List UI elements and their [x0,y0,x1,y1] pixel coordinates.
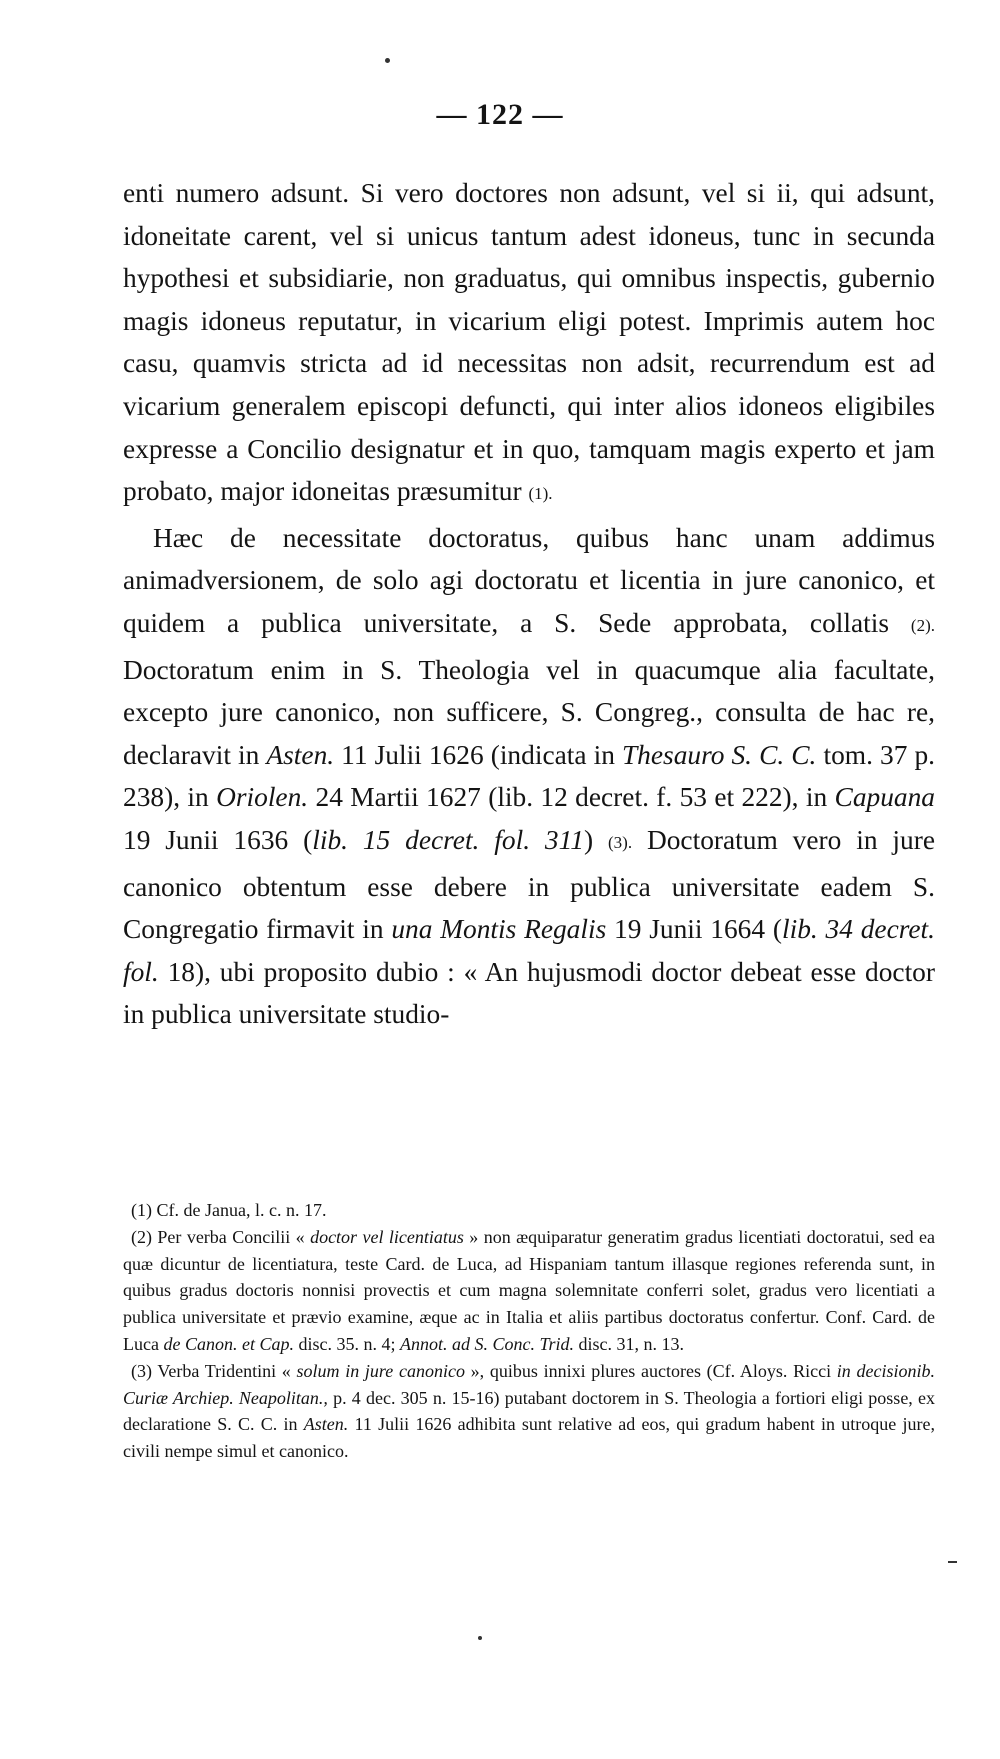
text-run: 19 Junii 1636 ( [123,824,313,855]
paragraph-1-text: enti numero adsunt. Si vero doctores non adsunt, vel si ii, qui adsunt, idoneitate carent, vel si unicus tantum adest idoneus, tunc in secunda hypothesi et subsidiarie, non graduatus, qui omnibus inspectis, gubernio magis idoneus reputatur, in vicarium eligi potest. Imprimis autem hoc casu, quamvis stricta ad id necessitas non adsit, recurrendum est ad vicarium generalem episcopi defuncti, qui inter alios idoneos eligibiles expresse a Concilio designatur et in quo, tamquam magis experto et jam probato, major idoneitas præsumitur [123,178,935,507]
text-run: 19 Junii 1664 ( [606,914,782,945]
citation-asten: Asten. [266,739,335,770]
citation-annot: Annot. ad S. Conc. Trid. [399,1333,574,1354]
citation-capuana: Capuana [834,782,935,813]
text-run: Doctoratum vero in jure canonico obtentum esse debere in publica universitate eadem S. Congregatio firmavit in [123,824,935,945]
margin-mark [948,1561,957,1563]
text-run: tom. 37 p. 238), in [123,739,935,813]
footnote-ref-2: (2). [910,615,935,635]
citation-de-canon: de Canon. et Cap. [163,1333,294,1354]
text-run: (3) Verba Tridentini « [131,1360,297,1381]
citation-lib34: lib. 34 decret. fol. [123,914,935,987]
footnote-1: (1) Cf. de Janua, l. c. n. 17. [131,1200,327,1220]
footnotes [123,1197,935,1465]
main-text [123,172,935,1036]
citation-lib15: lib. 15 decret. fol. 311 [312,824,584,855]
text-run: disc. 35. n. 4; [293,1333,400,1354]
text-run: », quibus innixi plures auctores (Cf. Aloys. Ricci [464,1360,837,1381]
text-run: (2) Per verba Concilii « [131,1226,311,1247]
citation-oriolen: Oriolen. [216,782,309,813]
citation-montis-regalis: una Montis Regalis [391,914,607,945]
text-run: 18), ubi proposito dubio : « An hujusmodi doctor debeat esse doctor in publica universitate studio- [123,956,935,1030]
citation-thesauro: Thesauro S. C. C. [621,739,817,770]
text-run: 11 Julii 1626 adhibita sunt relative ad eos, qui gradum habent in utroque jure, civili nempe simul et canonico. [123,1414,935,1462]
footnote-3 [123,1358,935,1465]
paragraph-2 [123,517,935,1036]
paragraph-1 [123,172,935,517]
text-run: p. 4 dec. 305 n. 15-16) putabant doctorem in S. Theologia a fortiori eligi posse, ex declaratione S. C. C. in [123,1387,935,1435]
ink-speck [385,58,390,63]
text-run: 24 Martii 1627 (lib. 12 decret. f. 53 et 222), in [308,782,835,813]
footnote-ref-1: (1). [528,484,553,504]
citation-asten-footnote: Asten. [303,1414,349,1435]
text-run: ) [583,824,608,855]
text-run: disc. 31, n. 13. [574,1333,684,1354]
quote-doctor-vel-licentiatus: doctor vel licentiatus [310,1226,464,1247]
citation-ricci: in decisionib. Curiæ Archiep. Neapolitan., [123,1360,935,1408]
text-run: » non æquiparatur generatim gradus licentiati doctoratui, sed ea quæ dicuntur de licentiatura, teste Card. de Luca, ad Hispaniam tantum illasque regiones referenda sunt, in quibus gradus doctoris nonnisi provectis et cum magna solemnitate conferri solet, gradus vero licentiati a publica universitate et prævio examine, æque ac in Italia et aliis partibus doctoratus confertur. Conf. Card. de Luca [123,1226,935,1354]
text-run: Hæc de necessitate doctoratus, quibus hanc unam addimus animadversionem, de solo agi doctoratu et licentia in jure canonico, et quidem a publica universitate, a S. Sede approbata, collatis [123,522,935,638]
page-number: — 122 — [436,98,564,131]
text-run: 11 Julii 1626 (indicata in [334,739,622,770]
text-run: Doctoratum enim in S. Theologia vel in quacumque alia facultate, excepto jure canonico, non sufficere, S. Congreg., consulta de hac re, declaravit in [123,654,935,770]
footnote-ref-3: (3). [608,832,633,852]
footnote-2 [123,1224,935,1358]
ink-speck [478,1636,482,1640]
quote-solum-in-jure: solum in jure canonico [296,1360,465,1381]
